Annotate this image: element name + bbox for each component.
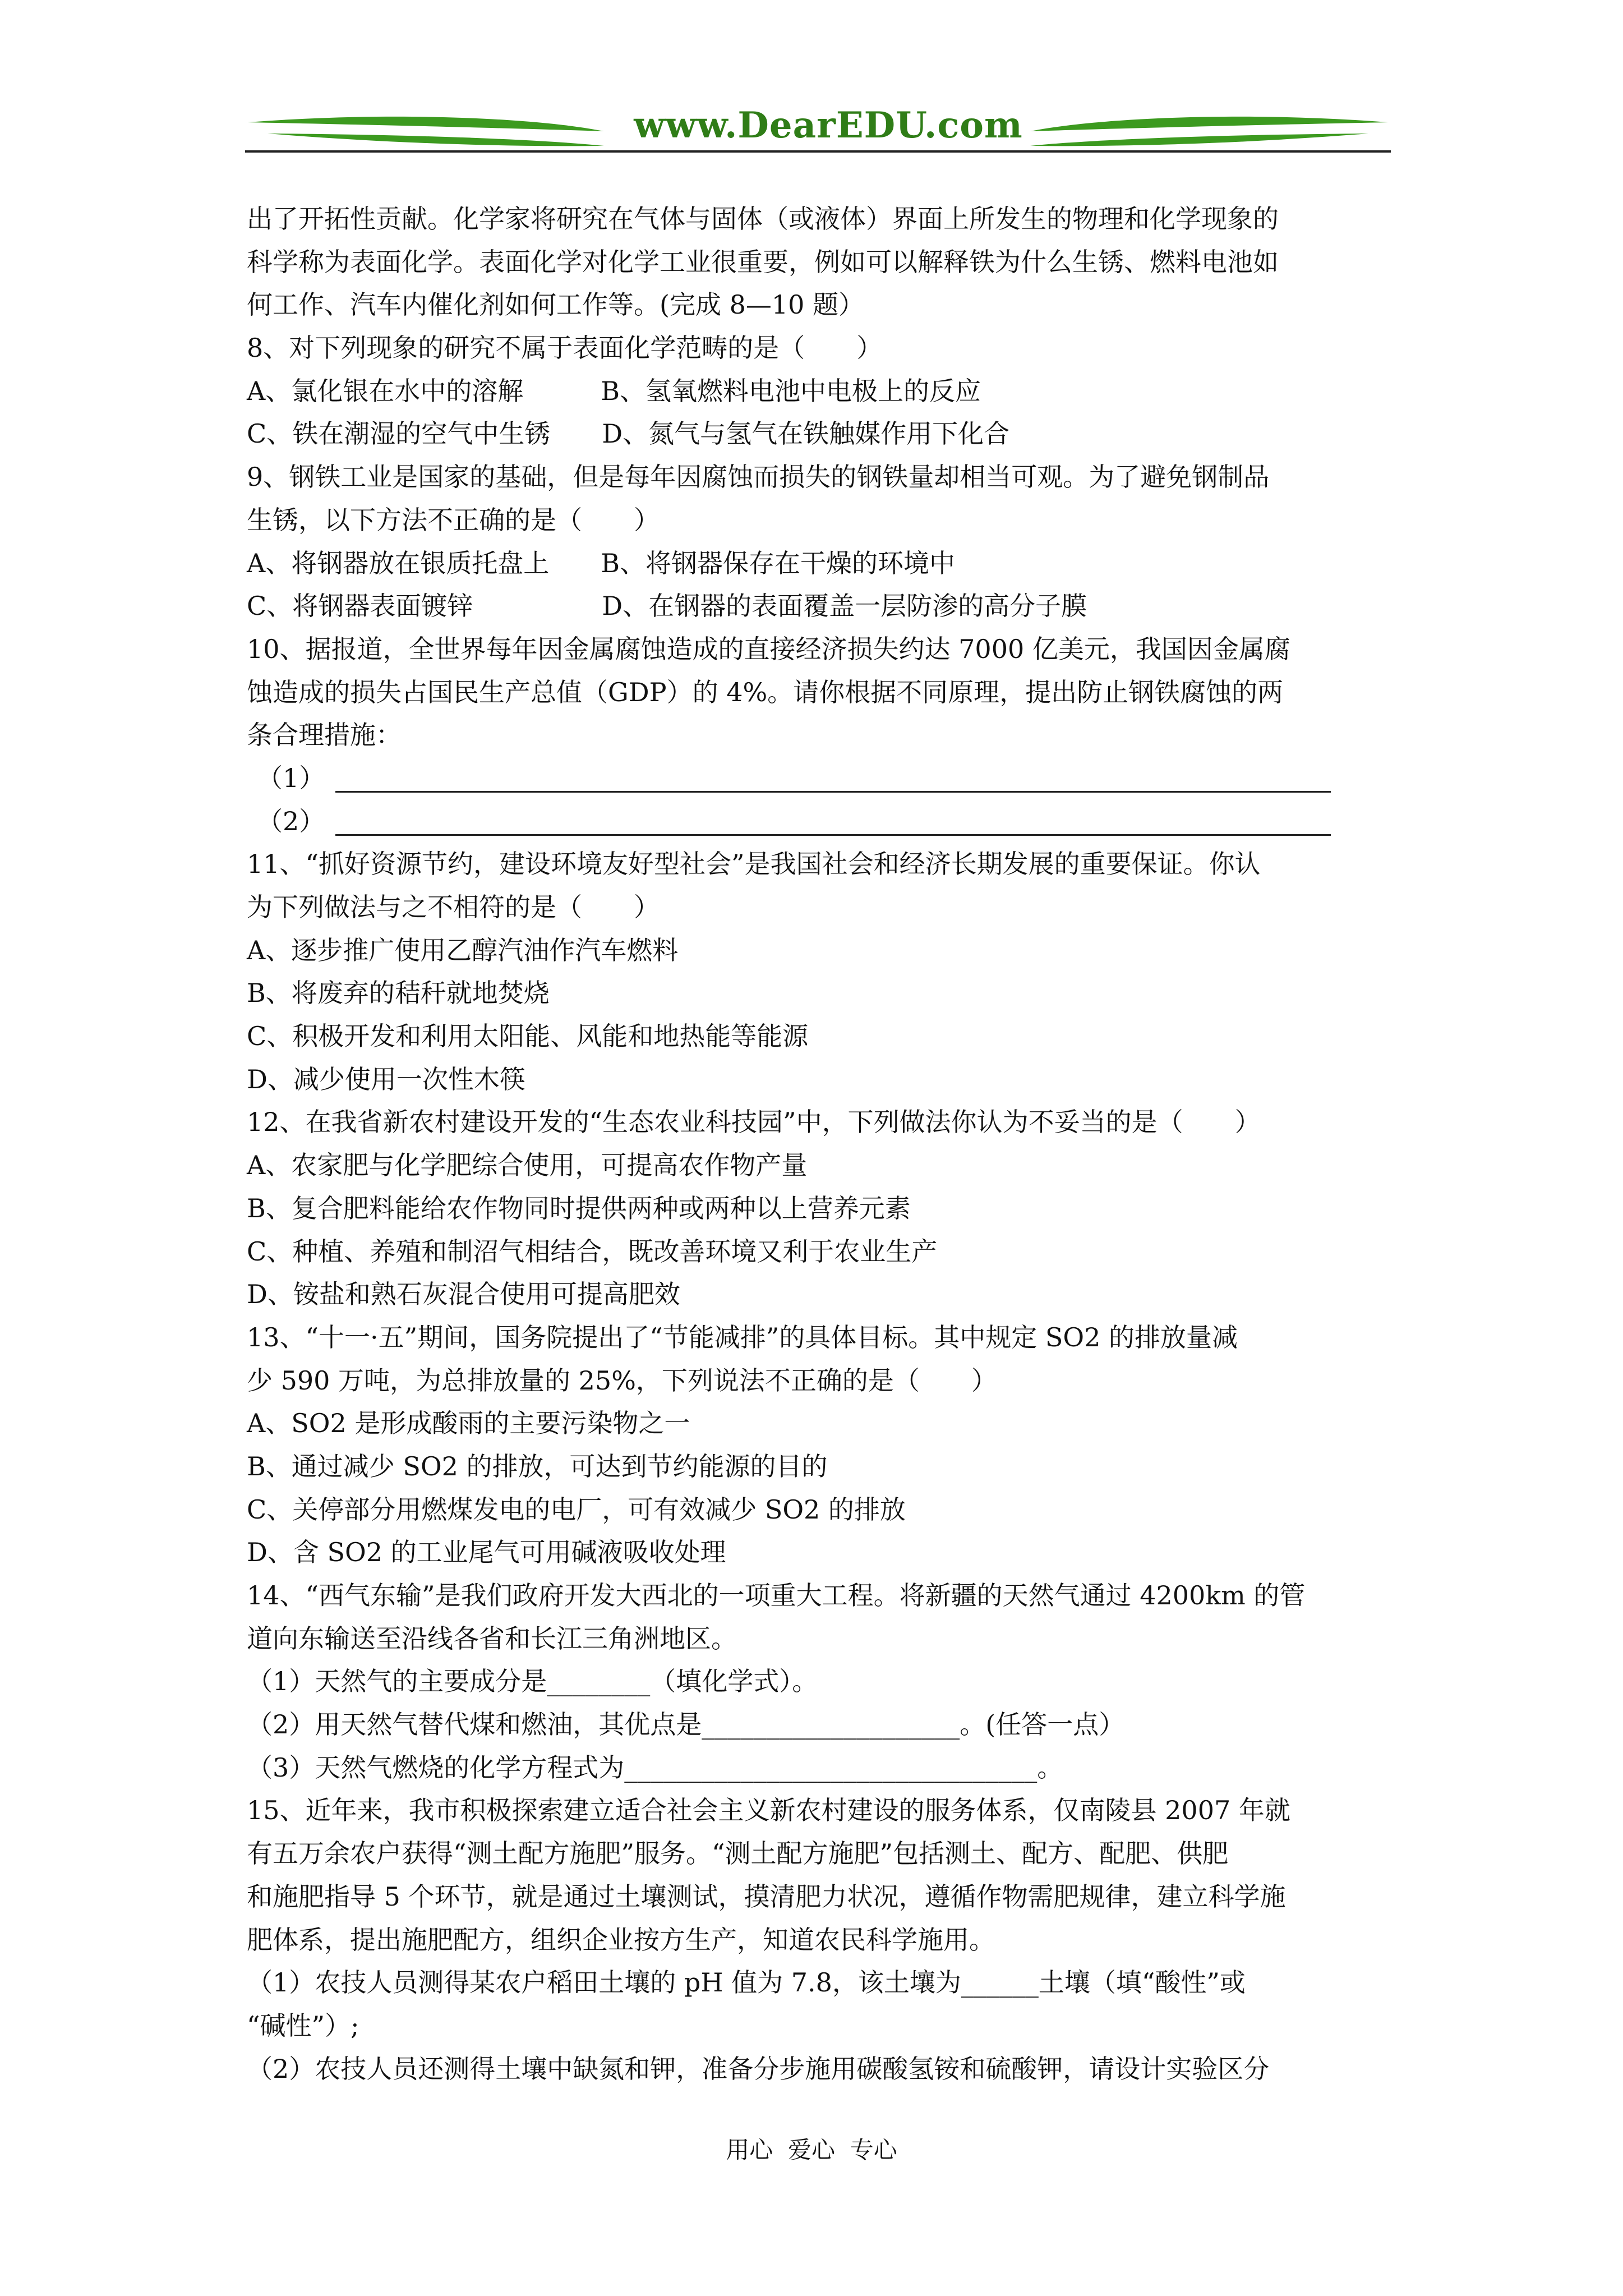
page-footer: 用心 爱心 专心 xyxy=(726,2136,897,2164)
document-body xyxy=(247,197,1391,2090)
option-a: A、SO2 是形成酸雨的主要污染物之一 xyxy=(247,1408,690,1439)
question-14-stem: 14、“西气东输”是我们政府开发大西北的一项重大工程。将新疆的天然气通过 4200km 的管 xyxy=(247,1580,1306,1611)
answer-fill-line-1[interactable] xyxy=(335,791,1331,793)
question-15-stem: 15、近年来，我市积极探索建立适合社会主义新农村建设的服务体系，仅南陵县 2007 年就 xyxy=(247,1795,1290,1826)
question-15-stem: 和施肥指导 5 个环节，就是通过土壤测试，摸清肥力状况，遵循作物需肥规律，建立科学施 xyxy=(247,1881,1286,1912)
question-9-options-ab: A、将钢器放在银质托盘上 B、将钢器保存在干燥的环境中 xyxy=(247,547,956,578)
question-10-stem: 条合理措施： xyxy=(247,720,402,751)
option-b: B、通过减少 SO2 的排放，可达到节约能源的目的 xyxy=(247,1451,828,1481)
question-15-stem: 肥体系，提出施肥配方，组织企业按方生产，知道农民科学施用。 xyxy=(247,1924,995,1955)
question-15-part-1: （1）农技人员测得某农户稻田土壤的 pH 值为 7.8，该土壤为______土壤（填“酸性”或 xyxy=(247,1967,1246,1998)
answer-fill-line-2[interactable] xyxy=(335,834,1331,836)
answer-line-2-label: （2） xyxy=(257,806,325,836)
question-8-options-ab: A、氯化银在水中的溶解 B、氢氧燃料电池中电极上的反应 xyxy=(247,375,981,406)
question-15-stem: 有五万余农户获得“测土配方施肥”服务。“测土配方施肥”包括测土、配方、配肥、供肥 xyxy=(247,1838,1229,1869)
text-line: 何工作、汽车内催化剂如何工作等。(完成 8—10 题） xyxy=(247,289,864,320)
option-a: A、农家肥与化学肥综合使用，可提高农作物产量 xyxy=(247,1150,808,1181)
question-13-stem: 13、“十一·五”期间，国务院提出了“节能减排”的具体目标。其中规定 SO2 的排放量减 xyxy=(247,1322,1238,1352)
question-9-stem: 生锈，以下方法不正确的是（ ） xyxy=(247,504,660,535)
option-c: C、积极开发和利用太阳能、风能和地热能等能源 xyxy=(247,1021,809,1052)
answer-line-1-label: （1） xyxy=(257,762,325,793)
header-rule xyxy=(245,150,1391,153)
question-11-stem: 11、“抓好资源节约，建设环境友好型社会”是我国社会和经济长期发展的重要保证。你认 xyxy=(247,849,1261,880)
option-b: B、复合肥料能给农作物同时提供两种或两种以上营养元素 xyxy=(247,1193,911,1223)
question-9-stem: 9、钢铁工业是国家的基础，但是每年因腐蚀而损失的钢铁量却相当可观。为了避免钢制品 xyxy=(247,462,1270,493)
option-d: D、减少使用一次性木筷 xyxy=(247,1064,525,1094)
question-15-part-1: “碱性”）; xyxy=(247,2010,359,2041)
site-name[interactable]: www.DearEDU.com xyxy=(634,104,1023,146)
option-d: D、含 SO2 的工业尾气可用碱液吸收处理 xyxy=(247,1537,726,1568)
question-14-part-3: （3）天然气燃烧的化学方程式为________________________________。 xyxy=(247,1752,1063,1783)
option-d: D、铵盐和熟石灰混合使用可提高肥效 xyxy=(247,1279,680,1310)
question-14-stem: 道向东输送至沿线各省和长江三角洲地区。 xyxy=(247,1623,737,1654)
question-8-options-cd: C、铁在潮湿的空气中生锈 D、氮气与氢气在铁触媒作用下化合 xyxy=(247,418,1010,449)
text-line: 科学称为表面化学。表面化学对化学工业很重要，例如可以解释铁为什么生锈、燃料电池如 xyxy=(247,246,1279,277)
option-c: C、关停部分用燃煤发电的电厂，可有效减少 SO2 的排放 xyxy=(247,1494,906,1525)
question-12-stem: 12、在我省新农村建设开发的“生态农业科技园”中，下列做法你认为不妥当的是（ ） xyxy=(247,1107,1261,1138)
question-8-stem: 8、对下列现象的研究不属于表面化学范畴的是（ ） xyxy=(247,333,883,364)
question-14-part-1: （1）天然气的主要成分是________（填化学式）。 xyxy=(247,1666,818,1697)
question-14-part-2: （2）用天然气替代煤和燃油，其优点是____________________。(任答一点） xyxy=(247,1709,1125,1740)
option-c: C、种植、养殖和制沼气相结合，既改善环境又利于农业生产 xyxy=(247,1236,938,1267)
site-header xyxy=(245,104,1391,157)
question-11-stem: 为下列做法与之不相符的是（ ） xyxy=(247,892,660,922)
question-13-stem: 少 590 万吨，为总排放量的 25%，下列说法不正确的是（ ） xyxy=(247,1365,997,1396)
question-9-options-cd: C、将钢器表面镀锌 D、在钢器的表面覆盖一层防渗的高分子膜 xyxy=(247,591,1087,622)
question-10-stem: 10、据报道，全世界每年因金属腐蚀造成的直接经济损失约达 7000 亿美元，我国因金属腐 xyxy=(247,633,1290,664)
option-b: B、将废弃的秸秆就地焚烧 xyxy=(247,978,550,1009)
question-15-part-2: （2）农技人员还测得土壤中缺氮和钾，准备分步施用碳酸氢铵和硫酸钾，请设计实验区分 xyxy=(247,2053,1270,2084)
text-line: 出了开拓性贡献。化学家将研究在气体与固体（或液体）界面上所发生的物理和化学现象的 xyxy=(247,204,1279,234)
option-a: A、逐步推广使用乙醇汽油作汽车燃料 xyxy=(247,935,679,965)
question-10-stem: 蚀造成的损失占国民生产总值（GDP）的 4%。请你根据不同原理，提出防止钢铁腐蚀的两 xyxy=(247,677,1284,707)
